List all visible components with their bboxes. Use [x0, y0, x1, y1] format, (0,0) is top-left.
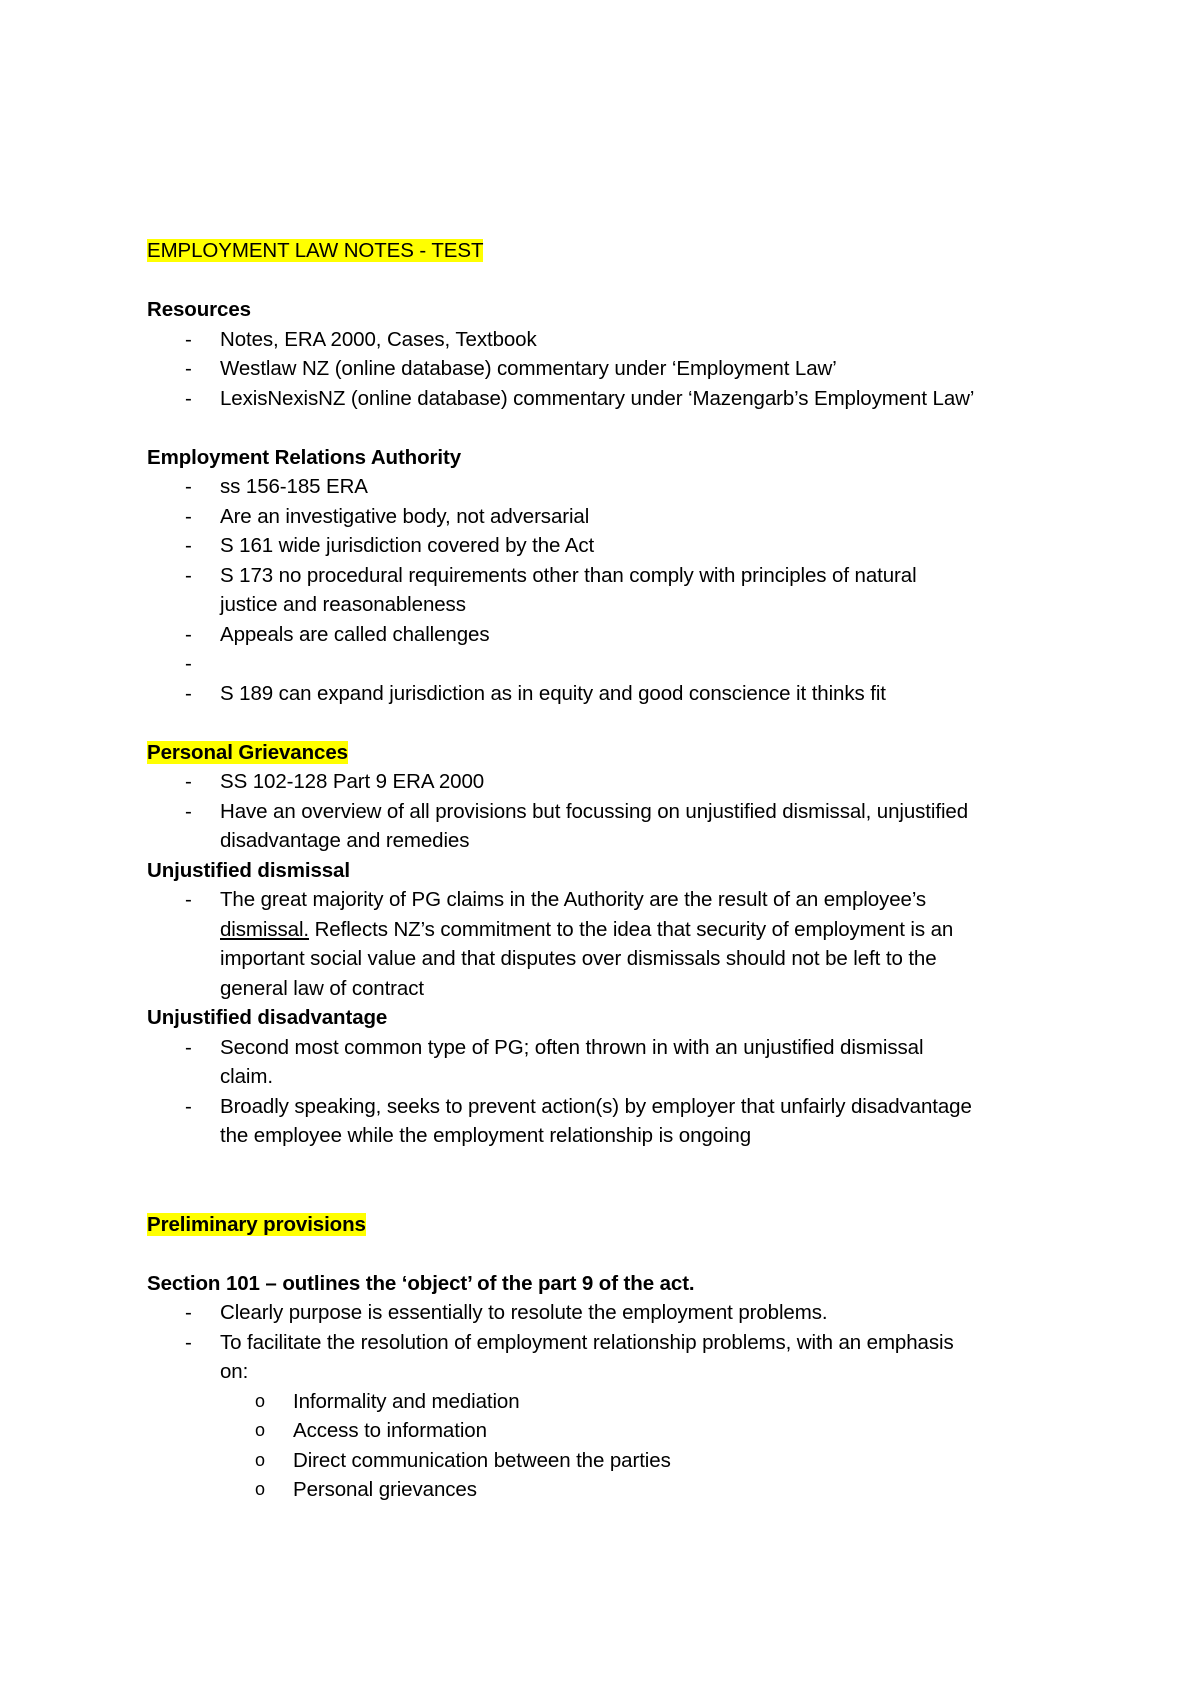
- list-item-text-cont: general law of contract: [220, 976, 424, 1000]
- list-item: [147, 885, 1067, 1003]
- list-item-text: S 161 wide jurisdiction covered by the Act: [220, 534, 595, 557]
- dash-marker: -: [185, 770, 192, 793]
- list-item: [147, 620, 1067, 650]
- sub-list-item-text: Access to information: [293, 1419, 487, 1442]
- list-item-text: Appeals are called challenges: [220, 622, 490, 646]
- list-item-text: Are an investigative body, not adversarial: [220, 504, 590, 528]
- prelim-heading-text: Preliminary provisions: [147, 1212, 366, 1236]
- sub-list-item-text: Direct communication between the parties: [293, 1448, 671, 1472]
- list-item: [147, 354, 1067, 384]
- sub-list-item-text: Personal grievances: [293, 1478, 477, 1501]
- disadvantage-list: [147, 1033, 1067, 1151]
- spacer: [147, 1239, 1067, 1269]
- list-item: [147, 679, 1067, 709]
- dash-marker: -: [185, 652, 192, 675]
- list-item-text-cont: [220, 915, 1067, 945]
- list-item: [147, 325, 1067, 355]
- spacer: [147, 413, 1067, 443]
- sub-list-item: [147, 1475, 1067, 1505]
- list-item-text: Notes, ERA 2000, Cases, Textbook: [220, 327, 537, 351]
- disadvantage-heading: Unjustified disadvantage: [147, 1006, 388, 1029]
- document-body: [147, 236, 1067, 1505]
- sub-list-item: [147, 1446, 1067, 1476]
- list-item-text: The great majority of PG claims in the Authority are the result of an employee’s: [220, 888, 927, 911]
- pg-heading-text: Personal Grievances: [147, 740, 348, 764]
- list-item-text-rest: Reflects NZ’s commitment to the idea that security of employment is an: [309, 917, 954, 941]
- list-item: [147, 1328, 1067, 1387]
- title-text: EMPLOYMENT LAW NOTES - TEST: [147, 239, 484, 262]
- list-item-text: To facilitate the resolution of employment relationship problems, with an emphasis: [220, 1330, 954, 1354]
- list-item-text: ss 156-185 ERA: [220, 475, 368, 498]
- list-item-text: Second most common type of PG; often thrown in with an unjustified dismissal: [220, 1035, 924, 1059]
- dash-marker: -: [185, 475, 192, 498]
- dash-marker: -: [185, 1330, 192, 1354]
- list-item: [147, 1298, 1067, 1328]
- dash-marker: -: [185, 357, 192, 380]
- spacer: [147, 266, 1067, 296]
- dismissal-list: [147, 885, 1067, 1003]
- dash-marker: -: [185, 622, 192, 646]
- era-heading: Employment Relations Authority: [147, 445, 462, 469]
- list-item: [147, 472, 1067, 502]
- list-item-text-cont: disadvantage and remedies: [220, 829, 470, 852]
- document-title: [147, 236, 1067, 266]
- list-item: [147, 561, 1067, 620]
- list-item-text: S 189 can expand jurisdiction as in equity and good conscience it thinks fit: [220, 681, 886, 705]
- list-item-text-cont: the employee while the employment relationship is ongoing: [220, 1124, 752, 1147]
- spacer: [147, 708, 1067, 738]
- list-item-text: Broadly speaking, seeks to prevent action(s) by employer that unfairly disadvantage: [220, 1094, 972, 1118]
- dash-marker: -: [185, 1301, 192, 1324]
- pg-list: [147, 767, 1067, 856]
- era-list: [147, 472, 1067, 708]
- list-item-text: Clearly purpose is essentially to resolute the employment problems.: [220, 1301, 828, 1324]
- circle-bullet-marker: o: [255, 1479, 265, 1499]
- list-item-text: S 173 no procedural requirements other than comply with principles of natural: [220, 563, 917, 587]
- dash-marker: -: [185, 386, 192, 410]
- list-item: [147, 502, 1067, 532]
- spacer: [147, 1151, 1067, 1210]
- section-101-heading: Section 101 – outlines the ‘object’ of the part 9 of the act.: [147, 1271, 695, 1295]
- dash-marker: -: [185, 534, 192, 557]
- dash-marker: -: [185, 681, 192, 705]
- sub-list-item-text: Informality and mediation: [293, 1389, 520, 1413]
- list-item-text-cont: claim.: [220, 1065, 273, 1088]
- dash-marker: -: [185, 563, 192, 587]
- dash-marker: -: [185, 799, 192, 823]
- prelim-sublist: [147, 1387, 1067, 1505]
- list-item-text: Westlaw NZ (online database) commentary under ‘Employment Law’: [220, 357, 837, 380]
- list-item: [147, 767, 1067, 797]
- list-item: [147, 1033, 1067, 1092]
- prelim-heading: [147, 1210, 1067, 1240]
- pg-heading: [147, 738, 1067, 768]
- list-item-text: Have an overview of all provisions but focussing on unjustified dismissal, unjustified: [220, 799, 969, 823]
- list-item-text-cont: on:: [220, 1360, 249, 1383]
- sub-list-item: [147, 1387, 1067, 1417]
- list-item-text-cont: justice and reasonableness: [220, 593, 466, 616]
- list-item-text: SS 102-128 Part 9 ERA 2000: [220, 770, 485, 793]
- list-item: [147, 797, 1067, 856]
- list-item-empty: [147, 649, 1067, 679]
- resources-list: [147, 325, 1067, 414]
- dash-marker: -: [185, 1094, 192, 1118]
- underlined-text: dismissal.: [220, 917, 309, 941]
- prelim-list: [147, 1298, 1067, 1387]
- circle-bullet-marker: o: [255, 1420, 265, 1440]
- list-item: [147, 1092, 1067, 1151]
- dash-marker: -: [185, 504, 192, 528]
- dash-marker: -: [185, 1035, 192, 1059]
- dash-marker: -: [185, 888, 192, 911]
- resources-heading: Resources: [147, 298, 251, 321]
- circle-bullet-marker: o: [255, 1449, 265, 1470]
- list-item: [147, 531, 1067, 561]
- dash-marker: -: [185, 327, 192, 351]
- sub-list-item: [147, 1416, 1067, 1446]
- dismissal-heading: Unjustified dismissal: [147, 858, 350, 882]
- list-item: [147, 384, 1067, 414]
- list-item-text-cont: important social value and that disputes over dismissals should not be left to the: [220, 947, 937, 970]
- list-item-text: LexisNexisNZ (online database) commentary under ‘Mazengarb’s Employment Law’: [220, 386, 975, 410]
- circle-bullet-marker: o: [255, 1390, 265, 1411]
